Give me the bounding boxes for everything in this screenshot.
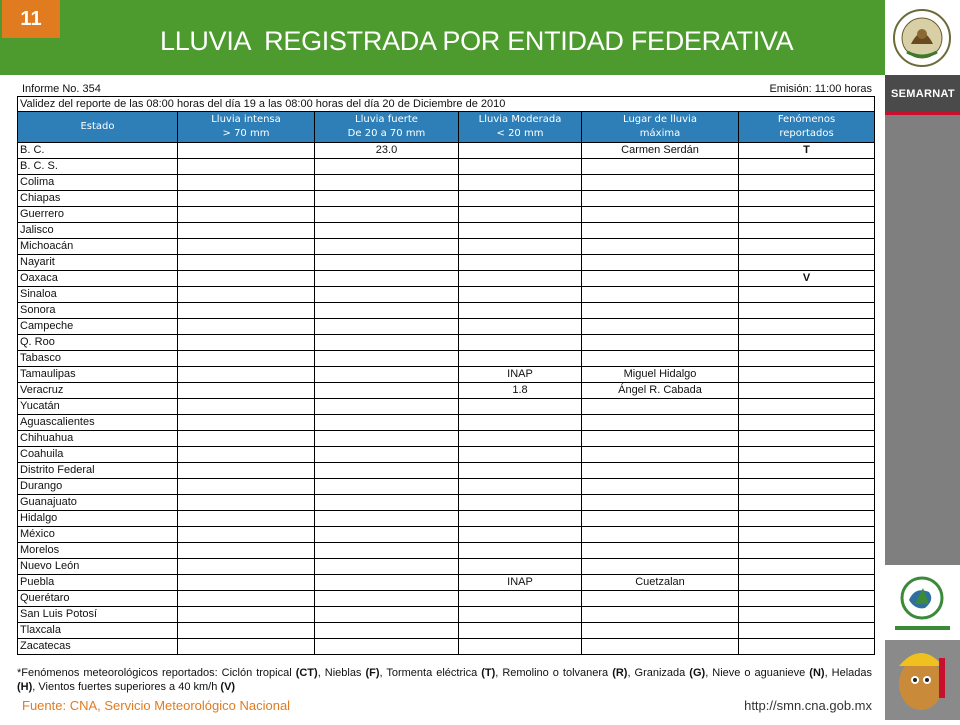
state-name-cell: Guanajuato — [18, 495, 178, 511]
table-cell — [178, 479, 315, 495]
table-cell — [739, 495, 875, 511]
table-row — [18, 623, 875, 639]
table-cell — [739, 335, 875, 351]
state-name-cell: Chiapas — [18, 191, 178, 207]
table-cell — [582, 527, 739, 543]
table-cell — [178, 543, 315, 559]
footnote-text: , Remolino o tolvanera — [495, 667, 613, 679]
table-cell — [459, 639, 582, 655]
table-row — [18, 559, 875, 575]
table-cell — [582, 303, 739, 319]
conafor-logo-icon — [885, 570, 960, 640]
table-cell — [582, 207, 739, 223]
table-cell — [459, 543, 582, 559]
table-cell — [739, 431, 875, 447]
table-row — [18, 271, 875, 287]
table-cell — [459, 527, 582, 543]
table-cell: Miguel Hidalgo — [582, 367, 739, 383]
table-row — [18, 447, 875, 463]
table-cell — [178, 159, 315, 175]
table-cell — [315, 431, 459, 447]
table-row — [18, 287, 875, 303]
table-row — [18, 143, 875, 159]
emision-time: Emisión: 11:00 horas — [769, 83, 872, 95]
table-row — [18, 383, 875, 399]
semarnat-brand — [885, 75, 960, 115]
table-cell — [315, 159, 459, 175]
table-row — [18, 591, 875, 607]
table-cell — [739, 191, 875, 207]
title-bar — [0, 0, 885, 75]
state-name-cell: Tamaulipas — [18, 367, 178, 383]
state-name-cell: Durango — [18, 479, 178, 495]
table-cell — [315, 319, 459, 335]
table-row — [18, 463, 875, 479]
table-cell: T — [739, 143, 875, 159]
table-cell — [178, 495, 315, 511]
table-cell — [178, 575, 315, 591]
table-cell — [739, 399, 875, 415]
state-name-cell: Yucatán — [18, 399, 178, 415]
table-cell — [178, 431, 315, 447]
column-header-lluvia-intensa: Lluvia intensa > 70 mm — [178, 112, 315, 143]
table-cell — [739, 415, 875, 431]
table-cell — [178, 463, 315, 479]
table-cell — [178, 191, 315, 207]
state-name-cell: Puebla — [18, 575, 178, 591]
table-cell — [459, 143, 582, 159]
table-cell — [582, 639, 739, 655]
table-cell — [459, 623, 582, 639]
table-row — [18, 191, 875, 207]
table-cell — [178, 623, 315, 639]
state-name-cell: Morelos — [18, 543, 178, 559]
table-cell — [582, 319, 739, 335]
table-cell — [178, 351, 315, 367]
footnote-text: , Vientos fuertes superiores a 40 km/h — [32, 681, 221, 693]
escudo-nacional-icon — [885, 0, 960, 75]
table-cell — [582, 271, 739, 287]
table-row — [18, 431, 875, 447]
state-name-cell: Sinaloa — [18, 287, 178, 303]
state-name-cell: Nuevo León — [18, 559, 178, 575]
state-name-cell: Tabasco — [18, 351, 178, 367]
table-cell — [178, 335, 315, 351]
table-cell — [178, 207, 315, 223]
table-row — [18, 159, 875, 175]
table-cell — [315, 223, 459, 239]
validity-note: Validez del reporte de las 08:00 horas del día 19 a las 08:00 horas del día 20 de Diciembre de 2010 — [18, 97, 875, 112]
table-cell — [315, 351, 459, 367]
footnote-text: , Nieve o aguanieve — [705, 667, 810, 679]
table-cell — [315, 335, 459, 351]
brand-label: SEMARNAT — [891, 88, 955, 100]
table-header-row — [18, 112, 875, 143]
mascot-icon — [885, 640, 960, 720]
column-header-lluvia-moderada: Lluvia Moderada < 20 mm — [459, 112, 582, 143]
table-cell — [178, 399, 315, 415]
table-cell — [739, 319, 875, 335]
table-cell — [459, 207, 582, 223]
state-name-cell: Jalisco — [18, 223, 178, 239]
table-cell — [459, 271, 582, 287]
phenomena-footnote — [17, 666, 872, 694]
state-name-cell: B. C. S. — [18, 159, 178, 175]
table-cell — [459, 159, 582, 175]
table-cell — [739, 255, 875, 271]
table-cell: Ángel R. Cabada — [582, 383, 739, 399]
column-header-estado: Estado — [18, 112, 178, 143]
table-cell — [178, 591, 315, 607]
table-cell — [739, 511, 875, 527]
table-cell — [739, 175, 875, 191]
table-cell — [582, 159, 739, 175]
state-name-cell: San Luis Potosí — [18, 607, 178, 623]
table-cell — [459, 607, 582, 623]
table-cell — [315, 367, 459, 383]
table-cell — [739, 575, 875, 591]
table-cell — [582, 399, 739, 415]
column-header-lugar-lluvia-maxima: Lugar de lluvia máxima — [582, 112, 739, 143]
phenomenon-code: (V) — [220, 681, 236, 693]
table-cell — [315, 639, 459, 655]
table-cell — [178, 239, 315, 255]
table-cell — [582, 191, 739, 207]
table-row — [18, 479, 875, 495]
table-cell — [315, 607, 459, 623]
table-cell — [315, 255, 459, 271]
table-cell — [315, 399, 459, 415]
table-row — [18, 639, 875, 655]
state-name-cell: Querétaro — [18, 591, 178, 607]
table-cell — [315, 383, 459, 399]
table-cell — [459, 175, 582, 191]
table-row — [18, 207, 875, 223]
state-name-cell: Coahuila — [18, 447, 178, 463]
state-name-cell: Aguascalientes — [18, 415, 178, 431]
state-name-cell: Veracruz — [18, 383, 178, 399]
footnote-text: , Granizada — [627, 667, 690, 679]
informe-number: Informe No. 354 — [22, 83, 101, 95]
table-cell — [739, 239, 875, 255]
footnote-text: , Nieblas — [317, 667, 366, 679]
table-cell — [178, 271, 315, 287]
state-name-cell: Distrito Federal — [18, 463, 178, 479]
table-cell — [315, 559, 459, 575]
table-row — [18, 575, 875, 591]
table-cell — [582, 335, 739, 351]
table-cell — [459, 591, 582, 607]
table-cell — [582, 495, 739, 511]
table-cell — [582, 351, 739, 367]
table-cell — [178, 639, 315, 655]
table-cell — [582, 543, 739, 559]
table-cell — [459, 495, 582, 511]
rainfall-table — [17, 96, 875, 655]
table-cell — [459, 399, 582, 415]
table-cell — [582, 607, 739, 623]
state-name-cell: Tlaxcala — [18, 623, 178, 639]
table-cell — [739, 623, 875, 639]
table-cell — [459, 255, 582, 271]
table-cell — [459, 447, 582, 463]
table-cell — [739, 303, 875, 319]
table-cell — [315, 271, 459, 287]
table-cell — [315, 495, 459, 511]
table-cell — [582, 175, 739, 191]
table-row — [18, 399, 875, 415]
table-cell — [315, 207, 459, 223]
table-row — [18, 607, 875, 623]
footnote-text: , Heladas — [824, 667, 873, 679]
state-name-cell: Campeche — [18, 319, 178, 335]
table-cell — [178, 527, 315, 543]
table-cell — [459, 239, 582, 255]
table-cell — [178, 367, 315, 383]
table-cell — [459, 287, 582, 303]
slide-number: 11 — [2, 0, 60, 38]
footnote-text: *Fenómenos meteorológicos reportados: Ciclón tropical — [17, 667, 296, 679]
table-cell — [582, 463, 739, 479]
table-cell — [739, 607, 875, 623]
state-name-cell: Chihuahua — [18, 431, 178, 447]
table-cell — [459, 431, 582, 447]
phenomenon-code: (T) — [481, 667, 496, 679]
table-cell — [459, 319, 582, 335]
table-cell — [459, 559, 582, 575]
state-name-cell: Sonora — [18, 303, 178, 319]
sidebar-panel — [885, 115, 960, 565]
table-cell — [315, 623, 459, 639]
column-header-fenomenos-reportados: Fenómenos reportados — [739, 112, 875, 143]
table-cell — [582, 239, 739, 255]
table-cell — [582, 591, 739, 607]
phenomenon-code: (R) — [612, 667, 628, 679]
table-cell — [315, 415, 459, 431]
state-name-cell: México — [18, 527, 178, 543]
phenomenon-code: (H) — [17, 681, 33, 693]
table-cell — [315, 463, 459, 479]
table-cell — [739, 207, 875, 223]
table-cell — [582, 415, 739, 431]
table-cell — [315, 303, 459, 319]
table-cell — [315, 543, 459, 559]
table-row — [18, 495, 875, 511]
table-cell — [459, 463, 582, 479]
table-cell — [178, 143, 315, 159]
phenomenon-code: (N) — [809, 667, 825, 679]
table-cell — [582, 431, 739, 447]
table-cell — [739, 527, 875, 543]
table-cell — [739, 223, 875, 239]
table-cell — [739, 463, 875, 479]
footnote-text: , Tormenta eléctrica — [379, 667, 482, 679]
table-cell — [178, 559, 315, 575]
table-cell: 23.0 — [315, 143, 459, 159]
table-cell — [739, 479, 875, 495]
table-cell — [582, 223, 739, 239]
table-cell — [582, 623, 739, 639]
table-cell: Carmen Serdán — [582, 143, 739, 159]
table-cell — [315, 511, 459, 527]
table-cell — [739, 639, 875, 655]
table-cell — [178, 447, 315, 463]
table-cell: INAP — [459, 367, 582, 383]
table-cell — [315, 175, 459, 191]
table-cell — [459, 479, 582, 495]
table-cell — [739, 559, 875, 575]
table-row — [18, 223, 875, 239]
table-cell — [582, 511, 739, 527]
state-name-cell: Zacatecas — [18, 639, 178, 655]
table-row — [18, 255, 875, 271]
table-cell — [459, 415, 582, 431]
state-name-cell: Hidalgo — [18, 511, 178, 527]
table-row — [18, 303, 875, 319]
table-cell — [178, 223, 315, 239]
table-row — [18, 319, 875, 335]
table-cell — [739, 591, 875, 607]
table-row — [18, 543, 875, 559]
table-cell — [178, 383, 315, 399]
table-cell — [178, 175, 315, 191]
table-cell — [739, 367, 875, 383]
table-cell — [315, 575, 459, 591]
phenomenon-code: (G) — [689, 667, 706, 679]
state-name-cell: Q. Roo — [18, 335, 178, 351]
table-row — [18, 511, 875, 527]
table-cell — [459, 303, 582, 319]
table-cell — [315, 479, 459, 495]
state-name-cell: Oaxaca — [18, 271, 178, 287]
table-cell — [459, 335, 582, 351]
table-cell — [315, 527, 459, 543]
page-title: LLUVIA REGISTRADA POR ENTIDAD FEDERATIVA — [160, 26, 794, 56]
table-row — [18, 367, 875, 383]
state-name-cell: Michoacán — [18, 239, 178, 255]
sidebar — [885, 0, 960, 720]
phenomenon-code: (F) — [365, 667, 380, 679]
table-row — [18, 415, 875, 431]
table-cell — [459, 191, 582, 207]
table-cell — [739, 287, 875, 303]
table-cell — [315, 191, 459, 207]
table-cell — [315, 591, 459, 607]
source-url[interactable]: http://smn.cna.gob.mx — [744, 698, 872, 713]
table-cell — [178, 303, 315, 319]
source-credit: Fuente: CNA, Servicio Meteorológico Nacional — [22, 698, 291, 713]
table-row — [18, 527, 875, 543]
table-cell — [582, 479, 739, 495]
table-cell — [178, 415, 315, 431]
table-cell — [739, 447, 875, 463]
table-cell — [315, 447, 459, 463]
table-cell — [582, 287, 739, 303]
table-row — [18, 175, 875, 191]
table-cell: Cuetzalan — [582, 575, 739, 591]
table-cell — [178, 255, 315, 271]
state-name-cell: Nayarit — [18, 255, 178, 271]
table-cell — [582, 255, 739, 271]
table-row — [18, 335, 875, 351]
table-cell: V — [739, 271, 875, 287]
table-row — [18, 351, 875, 367]
table-cell — [739, 543, 875, 559]
table-cell — [459, 511, 582, 527]
table-cell — [739, 351, 875, 367]
state-name-cell: Guerrero — [18, 207, 178, 223]
table-cell — [178, 319, 315, 335]
table-cell — [582, 447, 739, 463]
table-cell — [315, 287, 459, 303]
table-cell — [739, 159, 875, 175]
table-cell — [739, 383, 875, 399]
state-name-cell: Colima — [18, 175, 178, 191]
table-cell — [582, 559, 739, 575]
phenomenon-code: (CT) — [295, 667, 318, 679]
column-header-lluvia-fuerte: Lluvia fuerte De 20 a 70 mm — [315, 112, 459, 143]
table-cell — [178, 607, 315, 623]
table-cell: 1.8 — [459, 383, 582, 399]
table-cell — [459, 223, 582, 239]
table-cell: INAP — [459, 575, 582, 591]
table-row — [18, 239, 875, 255]
table-cell — [178, 511, 315, 527]
table-cell — [178, 287, 315, 303]
state-name-cell: B. C. — [18, 143, 178, 159]
table-cell — [315, 239, 459, 255]
table-cell — [459, 351, 582, 367]
